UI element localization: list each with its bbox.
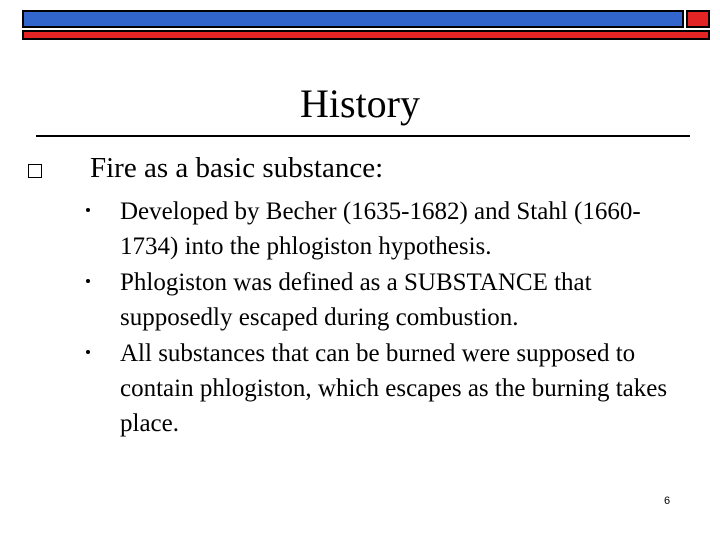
- header-blue-bar: [22, 10, 684, 28]
- dot-bullet-icon: [86, 350, 90, 354]
- sub-bullet-text: All substances that can be burned were supposed to contain phlogiston, which escapes as the burning takes place.: [120, 340, 668, 437]
- hollow-square-bullet-icon: [28, 164, 42, 178]
- slide-title: History: [300, 81, 420, 126]
- title-underline: [36, 135, 690, 137]
- page-number: 6: [664, 495, 671, 507]
- dot-bullet-icon: [86, 279, 90, 283]
- sub-bullet-text: Developed by Becher (1635-1682) and Stahl (1660-1734) into the phlogiston hypothesis.: [120, 198, 641, 260]
- header-red-square: [686, 10, 710, 28]
- sub-bullet-text: Phlogiston was defined as a SUBSTANCE that supposedly escaped during combustion.: [120, 269, 592, 331]
- header-band: [22, 10, 710, 40]
- sub-bullet-item: [82, 265, 682, 335]
- sub-bullet-item: [82, 194, 682, 264]
- header-red-bar: [22, 30, 710, 40]
- level1-bullet-text: Fire as a basic substance:: [90, 152, 384, 184]
- sub-bullet-item: [82, 336, 682, 441]
- dot-bullet-icon: [86, 208, 90, 212]
- sub-bullet-list: [82, 194, 682, 442]
